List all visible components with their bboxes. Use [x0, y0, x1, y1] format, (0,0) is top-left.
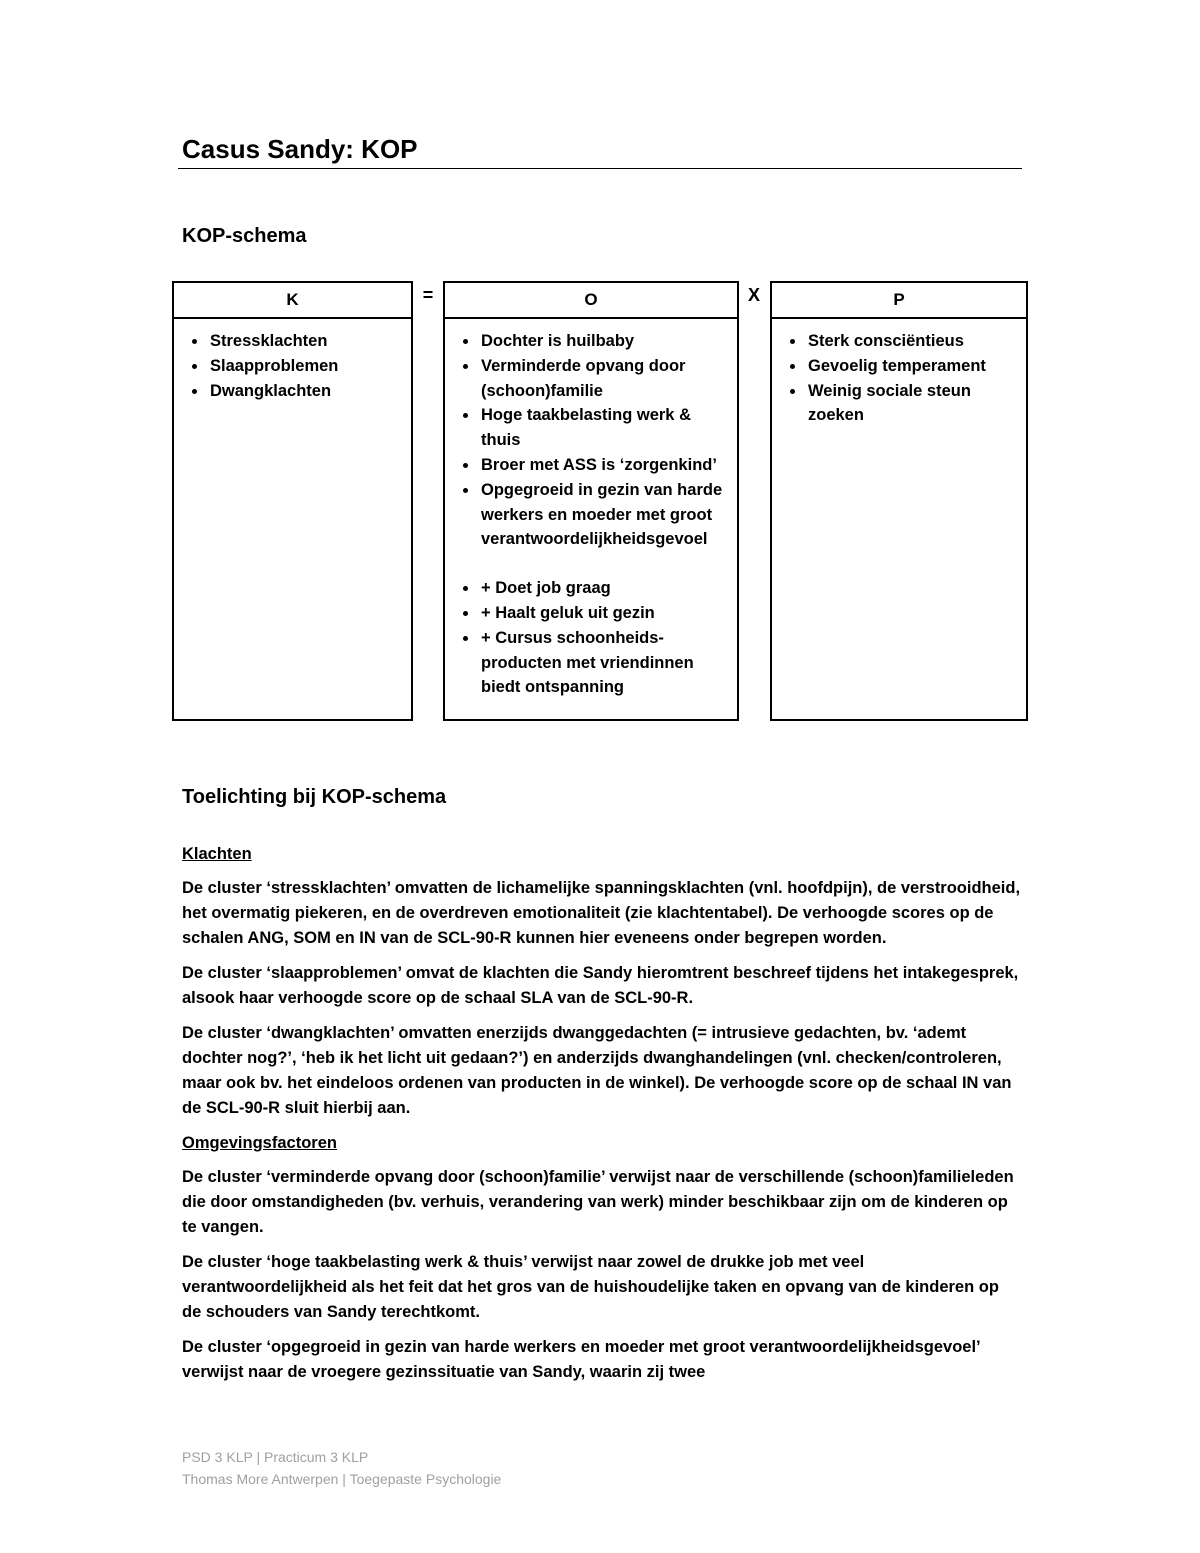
o-positives-list — [445, 552, 737, 700]
paragraph: De cluster ‘stressklachten’ omvatten de lichamelijke spanningsklachten (vnl. hoofdpijn), de verstrooidheid, het overmatig piekeren, en de overdreven emotionaliteit (zie klachtentabel). De verhoogde scores op de schalen ANG, SOM en IN van de SCL-90-R kunnen hier eveneens onder begrepen worden. — [182, 879, 1021, 947]
list-item: • + Haalt geluk uit gezin — [479, 601, 729, 626]
list-item: • Hoge taakbelasting werk & thuis — [479, 403, 729, 453]
o-list — [445, 319, 737, 552]
schema-heading: KOP-schema — [182, 225, 307, 247]
explanation-heading: Toelichting bij KOP-schema — [182, 786, 447, 808]
list-item: • Weinig sociale steun zoeken — [806, 379, 1018, 429]
k-box-header: K — [174, 283, 411, 319]
title-underline — [178, 168, 1022, 169]
k-box — [172, 281, 413, 721]
list-item: • Dwangklachten — [208, 379, 403, 404]
paragraph: De cluster ‘dwangklachten’ omvatten enerzijds dwanggedachten (= intrusieve gedachten, bv. ‘ademt dochter nog?’, ‘heb ik het licht uit gedaan?’) en anderzijds dwanghandelingen (vnl. checken/controleren, maar ook bv. het eindeloos ordenen van producten in de winkel). De verhoogde score op de schaal IN van de SCL-90-R sluit hierbij aan. — [182, 1024, 1012, 1117]
k-list — [174, 319, 411, 403]
list-item: • Dochter is huilbaby — [479, 329, 729, 354]
o-box-header: O — [445, 283, 737, 319]
footer-course: PSD 3 KLP | Practicum 3 KLP — [182, 1449, 369, 1465]
paragraph: De cluster ‘slaapproblemen’ omvat de klachten die Sandy hieromtrent beschreef tijdens het intakegesprek, alsook haar verhoogde score op de schaal SLA van de SCL-90-R. — [182, 964, 1019, 1007]
list-item: • Verminderde opvang door (schoon)familie — [479, 354, 729, 404]
list-item: • Gevoelig temperament — [806, 354, 1018, 379]
page-footer — [182, 1446, 501, 1490]
page-title: Casus Sandy: KOP — [182, 134, 418, 164]
list-item: • + Doet job graag — [479, 576, 729, 601]
paragraph: De cluster ‘opgegroeid in gezin van harde werkers en moeder met groot verantwoordelijkheidsgevoel’ verwijst naar de vroegere gezinssituatie van Sandy, waarin zij twee — [182, 1338, 980, 1381]
p-list — [772, 319, 1026, 428]
equals-sign: = — [422, 285, 434, 305]
list-item: • + Cursus schoonheids-producten met vriendinnen biedt ontspanning — [479, 626, 729, 700]
klachten-heading: Klachten — [182, 845, 252, 863]
omgeving-heading: Omgevingsfactoren — [182, 1134, 337, 1152]
paragraph: De cluster ‘hoge taakbelasting werk & thuis’ verwijst naar zowel de drukke job met veel verantwoordelijkheid als het feit dat het gros van de huishoudelijke taken en opvang van de kinderen op de schouders van Sandy terechtkomt. — [182, 1253, 999, 1321]
footer-institution: Thomas More Antwerpen | Toegepaste Psychologie — [182, 1471, 502, 1487]
explanation-body — [182, 842, 1022, 1395]
paragraph: De cluster ‘verminderde opvang door (schoon)familie’ verwijst naar de verschillende (schoon)familieleden die door omstandigheden (bv. verhuis, verandering van werk) minder beschikbaar zijn om de kinderen op te vangen. — [182, 1168, 1014, 1236]
list-item: • Broer met ASS is ‘zorgenkind’ — [479, 453, 729, 478]
multiply-sign: X — [747, 285, 760, 305]
o-box — [443, 281, 739, 721]
list-item: • Stressklachten — [208, 329, 403, 354]
p-box-header: P — [772, 283, 1026, 319]
list-item: • Slaapproblemen — [208, 354, 403, 379]
list-item: • Opgegroeid in gezin van harde werkers en moeder met groot verantwoordelijkheidsgevoel — [479, 478, 729, 552]
p-box — [770, 281, 1028, 721]
list-item: • Sterk consciëntieus — [806, 329, 1018, 354]
